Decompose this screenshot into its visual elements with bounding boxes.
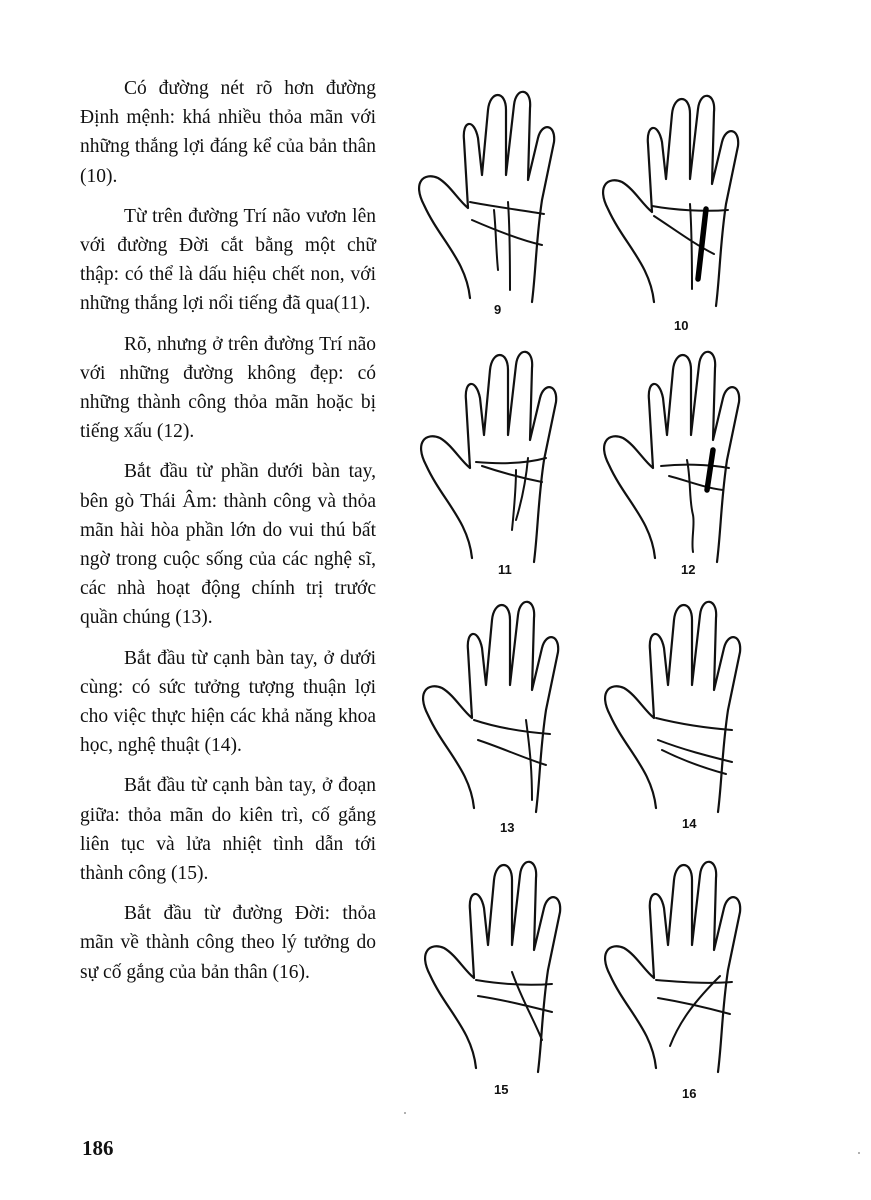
palm-figure-9 bbox=[410, 80, 570, 340]
figure-number: 12 bbox=[681, 562, 696, 577]
palm-drawing-13 bbox=[414, 590, 574, 850]
paragraph: Có đường nét rõ hơn đường Định mệnh: khá nhiều thỏa mãn với những thắng lợi đáng kể của bản thân (10). bbox=[80, 78, 376, 187]
figure-number: 9 bbox=[494, 302, 502, 317]
scan-speck bbox=[404, 1112, 406, 1114]
figure-number: 15 bbox=[494, 1082, 509, 1097]
palm-drawing-15 bbox=[416, 850, 576, 1110]
figure-number: 13 bbox=[500, 820, 515, 835]
paragraph: Bắt đầu từ cạnh bàn tay, ở dưới cùng: có sức tưởng tượng thuận lợi cho việc thực hiện các khả năng khoa học, nghệ thuật (14). bbox=[80, 647, 376, 757]
body-text bbox=[80, 74, 376, 998]
palm-drawing-10 bbox=[594, 84, 754, 344]
figure-number: 14 bbox=[682, 816, 697, 831]
palm-figure-12 bbox=[595, 340, 755, 600]
paragraph: Rõ, nhưng ở trên đường Trí não với những đường không đẹp: có những thành công thỏa mãn hoặc bị tiếng xấu (12). bbox=[80, 333, 376, 443]
palm-drawing-11 bbox=[412, 340, 572, 600]
paragraph: Từ trên đường Trí não vươn lên với đường Đời cắt bằng một chữ thập: có thể là dấu hiệu chết non, với những thắng lợi nổi tiếng đã qua(11). bbox=[80, 205, 376, 315]
palm-figure-13 bbox=[414, 590, 574, 850]
scan-speck bbox=[858, 1152, 860, 1154]
page-number: 186 bbox=[82, 1136, 114, 1160]
paragraph: Bắt đầu từ cạnh bàn tay, ở đoạn giữa: thỏa mãn do kiên trì, cố gắng liên tục và lửa nhiệt tình dẫn tới thành công (15). bbox=[80, 775, 376, 885]
figure-number: 11 bbox=[498, 562, 512, 577]
palm-figure-14 bbox=[596, 590, 756, 850]
figure-number: 16 bbox=[682, 1086, 697, 1101]
palm-drawing-14 bbox=[596, 590, 756, 850]
palm-figure-10 bbox=[594, 84, 754, 344]
paragraph: Bắt đầu từ đường Đời: thỏa mãn về thành công theo lý tưởng do sự cố gắng của bản thân (16). bbox=[80, 903, 376, 983]
paragraph: Bắt đầu từ phần dưới bàn tay, bên gò Thái Âm: thành công và thỏa mãn hài hòa phần lớn do vui thú bất ngờ trong cuộc sống của các nghệ sĩ, các nhà hoạt động chính trị trước quần chúng (13). bbox=[80, 461, 376, 629]
palm-figure-16 bbox=[596, 850, 756, 1110]
figure-number: 10 bbox=[674, 318, 689, 333]
palm-figure-11 bbox=[412, 340, 572, 600]
palm-figure-15 bbox=[416, 850, 576, 1110]
palm-drawing-16 bbox=[596, 850, 756, 1110]
palm-drawing-12 bbox=[595, 340, 755, 600]
palm-drawing-9 bbox=[410, 80, 570, 340]
